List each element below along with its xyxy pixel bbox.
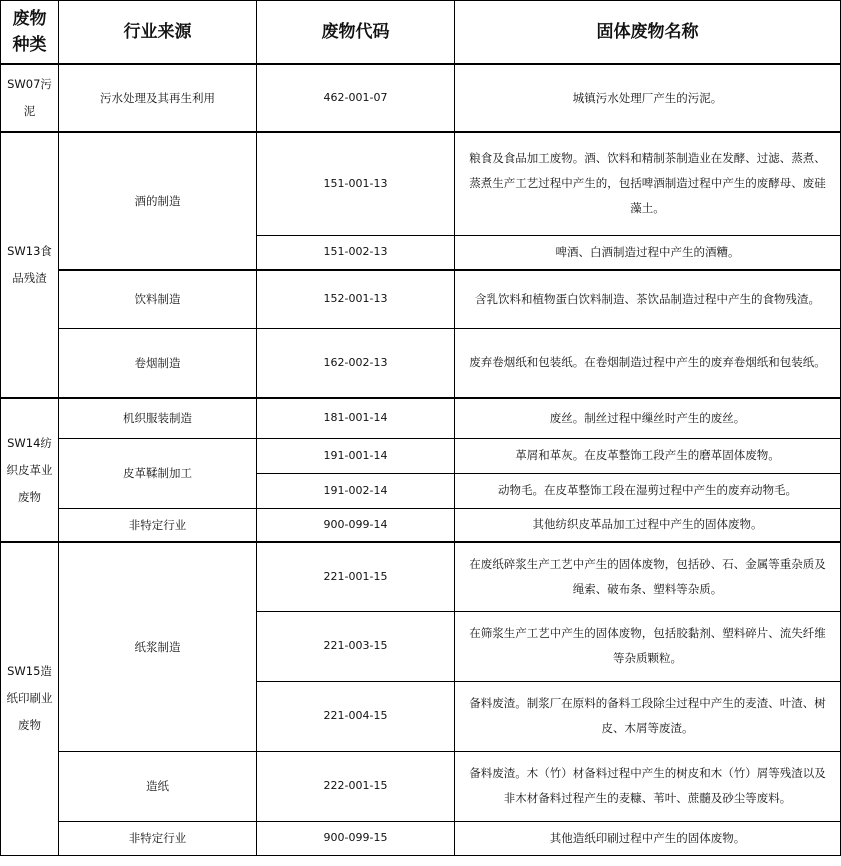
table-row — [1, 751, 841, 821]
code-cell: 151-002-13 — [257, 235, 455, 270]
header-waste-category: 废物种类 — [1, 1, 59, 65]
name-cell: 备料废渣。木（竹）材备料过程中产生的树皮和木（竹）屑等残渣以及非木材备料过程产生的麦糠、苇叶、蔗髓及砂尘等废料。 — [455, 751, 841, 821]
category-cell: SW13食品残渣 — [1, 132, 59, 398]
name-cell: 含乳饮料和植物蛋白饮料制造、茶饮品制造过程中产生的食物残渣。 — [455, 270, 841, 328]
code-cell: 462-001-07 — [257, 64, 455, 132]
header-waste-code: 废物代码 — [257, 1, 455, 65]
source-cell: 机织服装制造 — [59, 398, 257, 438]
name-cell: 城镇污水处理厂产生的污泥。 — [455, 64, 841, 132]
source-cell: 污水处理及其再生利用 — [59, 64, 257, 132]
name-cell: 粮食及食品加工废物。酒、饮料和精制茶制造业在发酵、过滤、蒸煮、蒸煮生产工艺过程中产生的，包括啤酒制造过程中产生的废酵母、废硅藻土。 — [455, 132, 841, 235]
code-cell: 162-002-13 — [257, 328, 455, 398]
name-cell: 在筛浆生产工艺中产生的固体废物，包括胶黏剂、塑料碎片、流失纤维等杂质颗粒。 — [455, 611, 841, 681]
table-row — [1, 270, 841, 328]
code-cell: 191-002-14 — [257, 473, 455, 508]
table-row — [1, 542, 841, 611]
table-row — [1, 64, 841, 132]
code-cell: 181-001-14 — [257, 398, 455, 438]
source-cell: 纸浆制造 — [59, 542, 257, 751]
code-cell: 900-099-15 — [257, 821, 455, 855]
category-cell: SW14纺织皮革业废物 — [1, 398, 59, 542]
name-cell: 废弃卷烟纸和包装纸。在卷烟制造过程中产生的废弃卷烟纸和包装纸。 — [455, 328, 841, 398]
source-cell: 饮料制造 — [59, 270, 257, 328]
name-cell: 其他纺织皮革品加工过程中产生的固体废物。 — [455, 508, 841, 542]
source-cell: 卷烟制造 — [59, 328, 257, 398]
category-cell: SW15造纸印刷业废物 — [1, 542, 59, 855]
name-cell: 备料废渣。制浆厂在原料的备料工段除尘过程中产生的麦渣、叶渣、树皮、木屑等废渣。 — [455, 681, 841, 751]
table-row — [1, 398, 841, 438]
name-cell: 在废纸碎浆生产工艺中产生的固体废物，包括砂、石、金属等重杂质及绳索、破布条、塑料等杂质。 — [455, 542, 841, 611]
header-row — [1, 1, 841, 65]
code-cell: 221-004-15 — [257, 681, 455, 751]
table-row — [1, 821, 841, 855]
source-cell: 非特定行业 — [59, 508, 257, 542]
code-cell: 151-001-13 — [257, 132, 455, 235]
table-row — [1, 438, 841, 473]
name-cell: 啤酒、白酒制造过程中产生的酒糟。 — [455, 235, 841, 270]
header-industry-source: 行业来源 — [59, 1, 257, 65]
source-cell: 造纸 — [59, 751, 257, 821]
source-cell: 酒的制造 — [59, 132, 257, 270]
code-cell: 900-099-14 — [257, 508, 455, 542]
header-waste-name: 固体废物名称 — [455, 1, 841, 65]
code-cell: 222-001-15 — [257, 751, 455, 821]
name-cell: 其他造纸印刷过程中产生的固体废物。 — [455, 821, 841, 855]
name-cell: 动物毛。在皮革整饰工段在湿剪过程中产生的废弃动物毛。 — [455, 473, 841, 508]
source-cell: 皮革鞣制加工 — [59, 438, 257, 508]
code-cell: 191-001-14 — [257, 438, 455, 473]
name-cell: 废丝。制丝过程中缫丝时产生的废丝。 — [455, 398, 841, 438]
code-cell: 152-001-13 — [257, 270, 455, 328]
source-cell: 非特定行业 — [59, 821, 257, 855]
name-cell: 革屑和革灰。在皮革整饰工段产生的磨革固体废物。 — [455, 438, 841, 473]
code-cell: 221-001-15 — [257, 542, 455, 611]
category-cell: SW07污泥 — [1, 64, 59, 132]
table-row — [1, 132, 841, 235]
table-row — [1, 328, 841, 398]
code-cell: 221-003-15 — [257, 611, 455, 681]
table-row — [1, 508, 841, 542]
